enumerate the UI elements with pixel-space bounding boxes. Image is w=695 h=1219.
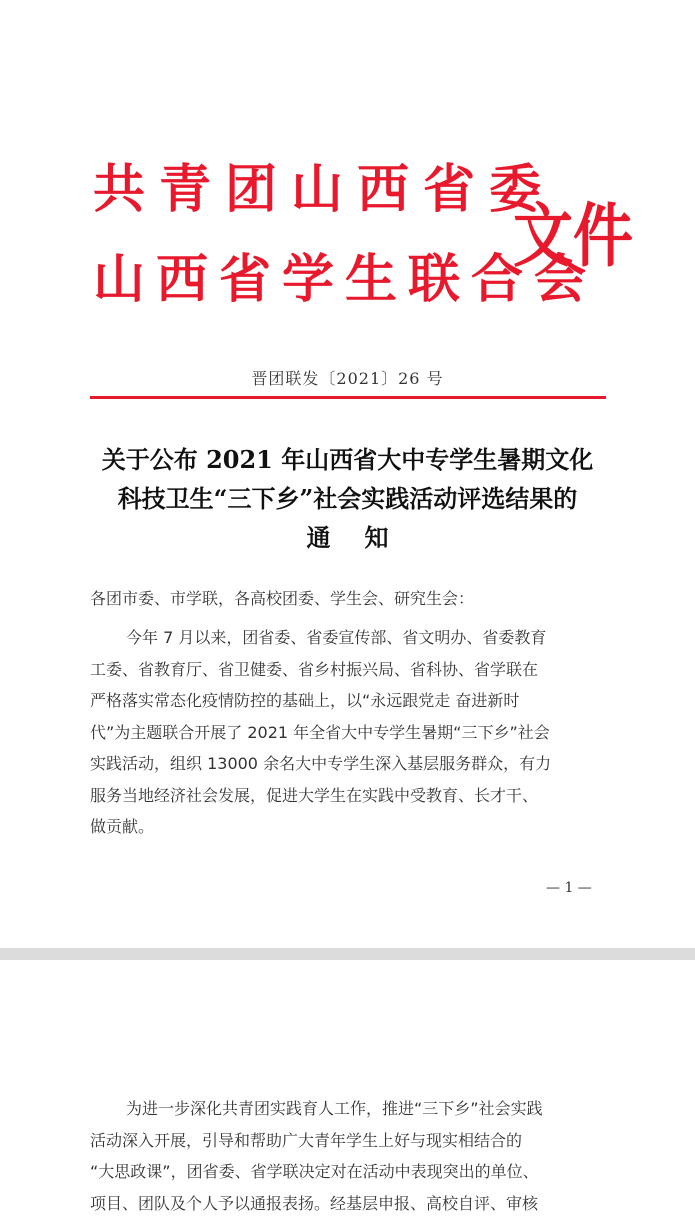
- paragraph-line: 项目、团队及个人予以通报表扬。经基层申报、高校自评、审核: [90, 1188, 620, 1219]
- paragraph-line: “大思政课”，团省委、省学联决定对在活动中表现突出的单位、: [90, 1156, 620, 1188]
- salutation: 各团市委、市学联，各高校团委、学生会、研究生会：: [90, 586, 610, 609]
- paragraph-line: 做贡献。: [90, 811, 610, 843]
- paragraph-1: [90, 622, 610, 843]
- paragraph-line: 活动深入开展，引导和帮助广大青年学生上好与现实相结合的: [90, 1125, 620, 1157]
- document-number: 晋团联发〔2021〕26 号: [0, 366, 695, 389]
- paragraph-line: 服务当地经济社会发展，促进大学生在实践中受教育、长才干、: [90, 780, 610, 812]
- paragraph-line: 今年 7 月以来，团省委、省委宣传部、省文明办、省委教育: [90, 622, 610, 654]
- paragraph-line: 为进一步深化共青团实践育人工作，推进“三下乡”社会实践: [90, 1093, 620, 1125]
- page-number: — 1 —: [546, 880, 592, 896]
- page-separator: [0, 948, 695, 960]
- paragraph-line: 实践活动，组织 13000 余名大中专学生深入基层服务群众，有力: [90, 748, 610, 780]
- red-divider-line: [90, 396, 606, 399]
- paragraph-line: 严格落实常态化疫情防控的基础上，以“永远跟党走 奋进新时: [90, 685, 610, 717]
- document-page-2: [0, 960, 695, 1200]
- masthead-line-1: 共青团山西省委: [93, 160, 555, 220]
- paragraph-line: 工委、省教育厅、省卫健委、省乡村振兴局、省科协、省学联在: [90, 654, 610, 686]
- masthead-line-2: 山西省学生联合会: [93, 250, 597, 310]
- document-title-line-2: 科技卫生“三下乡”社会实践活动评选结果的: [60, 479, 635, 514]
- document-title-line-3: 通知: [60, 518, 635, 553]
- red-masthead: [93, 160, 613, 310]
- paragraph-2: [90, 1093, 620, 1219]
- document-title-line-1: 关于公布 2021 年山西省大中专学生暑期文化: [60, 440, 635, 475]
- paragraph-line: 代”为主题联合开展了 2021 年全省大中专学生暑期“三下乡”社会: [90, 717, 610, 749]
- masthead-suffix: 文件: [513, 196, 633, 277]
